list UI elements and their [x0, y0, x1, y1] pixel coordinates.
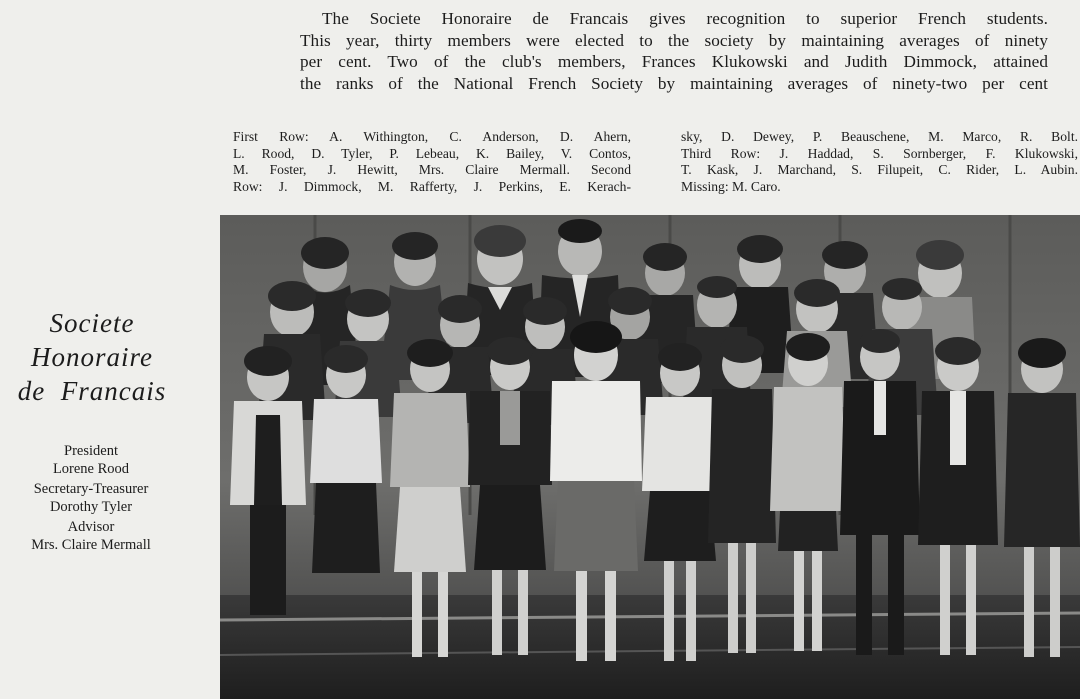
caption-line: Missing: M. Caro.: [681, 178, 781, 194]
group-photo: [220, 215, 1080, 699]
officer-president: [0, 443, 182, 478]
officer-name: Dorothy Tyler: [49, 498, 133, 515]
group-photo-image: [220, 215, 1080, 699]
photo-caption-right: [681, 129, 1078, 195]
officer-name: Mrs. Claire Mermall: [31, 536, 151, 553]
caption-line: Third Row: J. Haddad, S. Sornberger, F. Klukowski,: [681, 145, 1078, 161]
club-title-line: Honoraire: [31, 342, 153, 372]
caption-line: M. Foster, J. Hewitt, Mrs. Claire Mermall. Second: [233, 162, 631, 178]
club-title-line: de Francais: [17, 376, 167, 406]
officer-secretary-treasurer: [0, 481, 182, 516]
officer-role: Secretary-Treasurer: [33, 481, 149, 498]
caption-line: L. Rood, D. Tyler, P. Lebeau, K. Bailey, V. Contos,: [233, 145, 631, 161]
caption-line: First Row: A. Withington, C. Anderson, D. Ahern,: [233, 129, 631, 144]
caption-line: sky, D. Dewey, P. Beauschene, M. Marco, R. Bolt.: [681, 129, 1078, 144]
officer-role: Advisor: [67, 519, 115, 536]
intro-line: per cent. Two of the club's members, Frances Klukowski and Judith Dimmock, attained: [300, 52, 1048, 71]
caption-line: T. Kask, J. Marchand, S. Filupeit, C. Rider, L. Aubin.: [681, 162, 1078, 178]
club-title-line: Societe: [49, 308, 135, 338]
intro-paragraph: [300, 8, 1048, 94]
officer-advisor: [0, 519, 182, 554]
photo-caption-left: [233, 129, 631, 195]
intro-line: the ranks of the National French Society by maintaining averages of ninety-two per cent: [300, 73, 1048, 93]
officer-role: President: [64, 443, 118, 459]
officers-list: [0, 443, 182, 558]
officer-name: Lorene Rood: [52, 460, 130, 477]
intro-line: This year, thirty members were elected to the society by maintaining averages of ninety: [300, 30, 1048, 50]
intro-line: The Societe Honoraire de Francais gives recognition to superior French students.: [322, 9, 1048, 28]
club-title: [0, 306, 184, 408]
caption-line: Row: J. Dimmock, M. Rafferty, J. Perkins, E. Kerach-: [233, 178, 631, 194]
